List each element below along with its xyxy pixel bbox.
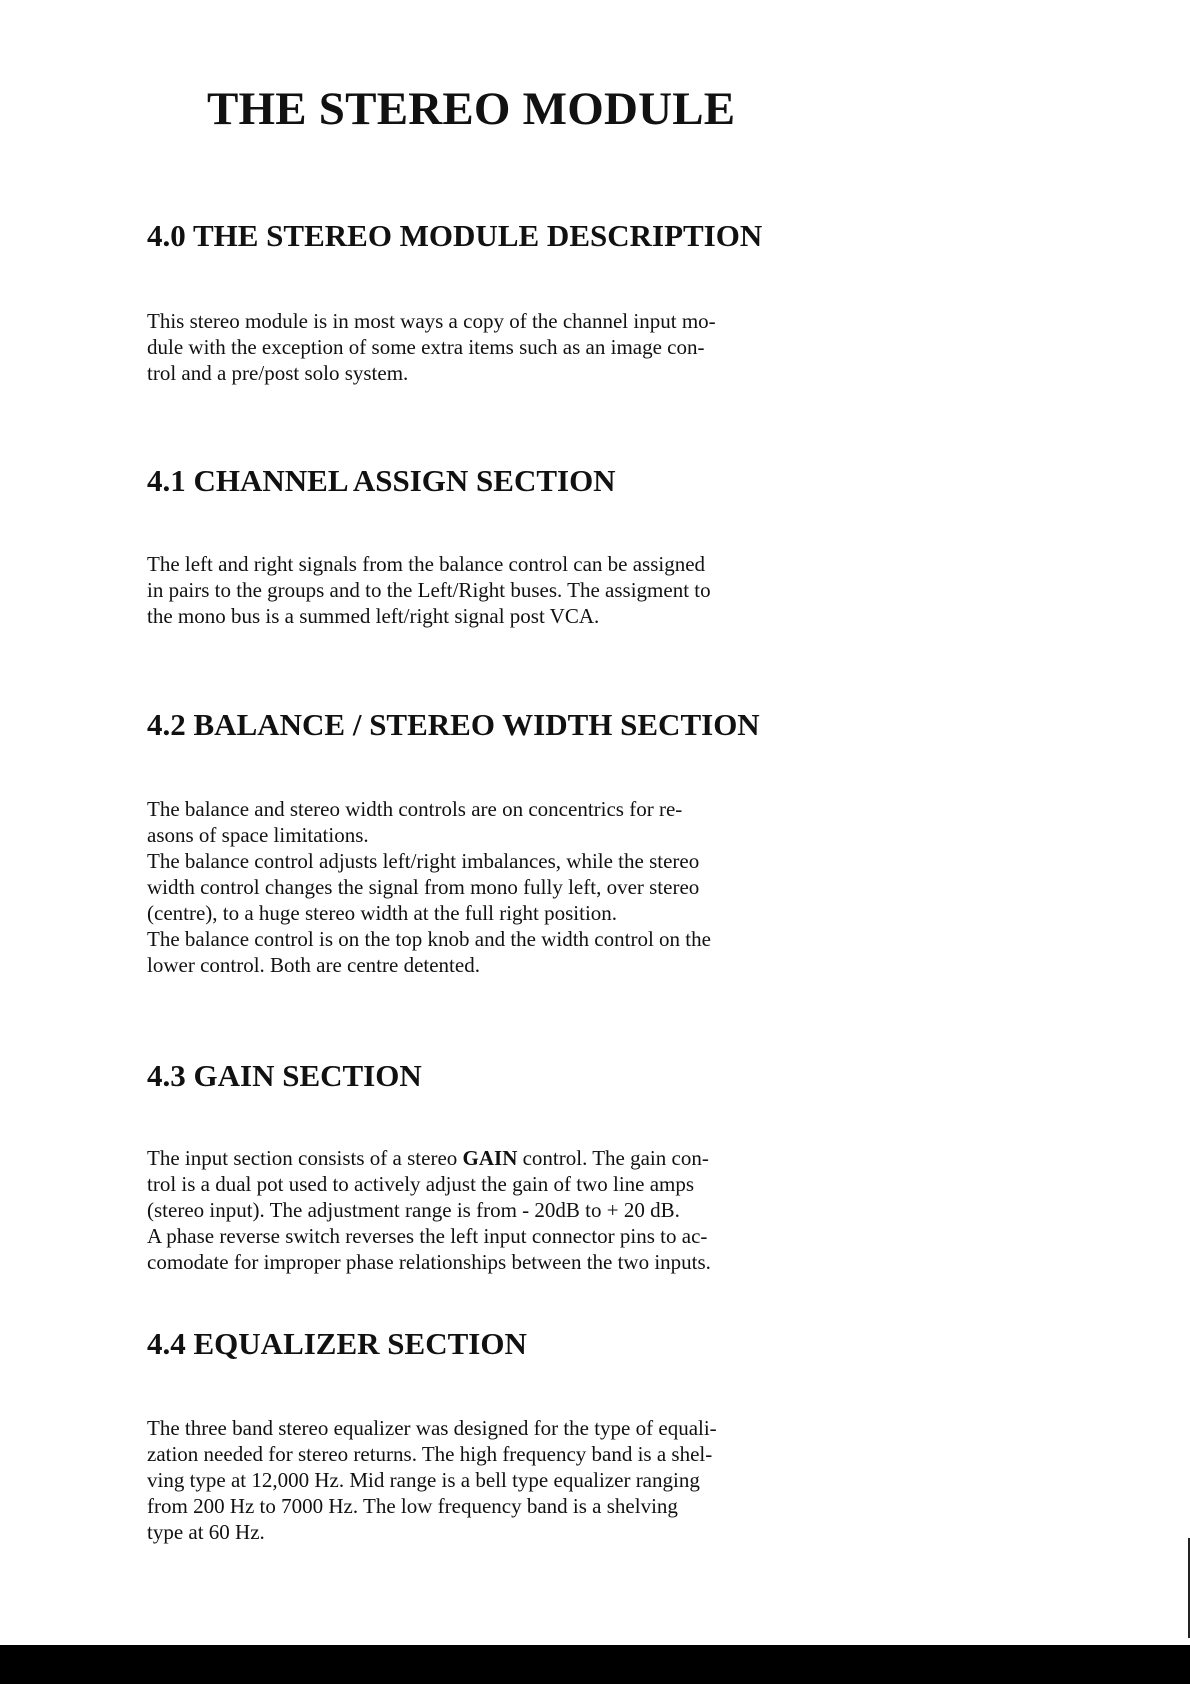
body-line: type at 60 Hz. (147, 1520, 265, 1544)
body-line: A phase reverse switch reverses the left input connector pins to ac- (147, 1224, 708, 1248)
body-line: the mono bus is a summed left/right signal post VCA. (147, 604, 600, 628)
body-line: trol is a dual pot used to actively adjust the gain of two line amps (147, 1172, 695, 1196)
section-body-4-4 (147, 1415, 807, 1545)
body-line: trol and a pre/post solo system. (147, 361, 409, 385)
body-line: width control changes the signal from mono fully left, over stereo (147, 875, 700, 899)
section-heading-4-1: 4.1 CHANNEL ASSIGN SECTION (147, 463, 616, 498)
body-line: The three band stereo equalizer was designed for the type of equali- (147, 1416, 717, 1440)
body-text: control. The gain con- (517, 1146, 709, 1170)
body-line: The balance and stereo width controls are on concentrics for re- (147, 797, 683, 821)
page-title: THE STEREO MODULE (207, 83, 736, 135)
body-text: The input section consists of a stereo (147, 1146, 463, 1170)
section-body-4-3 (147, 1145, 807, 1275)
body-line: (centre), to a huge stereo width at the full right position. (147, 901, 618, 925)
body-line (147, 1145, 807, 1171)
body-line: The left and right signals from the balance control can be assigned (147, 552, 706, 576)
body-line: This stereo module is in most ways a copy of the channel input mo- (147, 309, 716, 333)
body-line: comodate for improper phase relationships between the two inputs. (147, 1250, 711, 1274)
body-line: in pairs to the groups and to the Left/Right buses. The assigment to (147, 578, 711, 602)
body-line: The balance control adjusts left/right imbalances, while the stereo (147, 849, 700, 873)
section-heading-4-2: 4.2 BALANCE / STEREO WIDTH SECTION (147, 707, 760, 742)
section-body-4-0 (147, 308, 807, 386)
section-body-4-2 (147, 796, 807, 978)
section-body-4-1 (147, 551, 807, 629)
body-line: lower control. Both are centre detented. (147, 953, 480, 977)
body-line: zation needed for stereo returns. The high frequency band is a shel- (147, 1442, 713, 1466)
body-line: asons of space limitations. (147, 823, 369, 847)
body-line: ving type at 12,000 Hz. Mid range is a bell type equalizer ranging (147, 1468, 700, 1492)
scan-bottom-border (0, 1645, 1190, 1684)
gain-emphasis: GAIN (462, 1146, 518, 1170)
section-heading-4-0: 4.0 THE STEREO MODULE DESCRIPTION (147, 218, 763, 253)
body-line: from 200 Hz to 7000 Hz. The low frequency band is a shelving (147, 1494, 678, 1518)
body-line: (stereo input). The adjustment range is from - 20dB to + 20 dB. (147, 1198, 680, 1222)
section-heading-4-4: 4.4 EQUALIZER SECTION (147, 1326, 527, 1361)
section-heading-4-3: 4.3 GAIN SECTION (147, 1058, 422, 1093)
body-line: dule with the exception of some extra items such as an image con- (147, 335, 705, 359)
body-line: The balance control is on the top knob and the width control on the (147, 927, 711, 951)
